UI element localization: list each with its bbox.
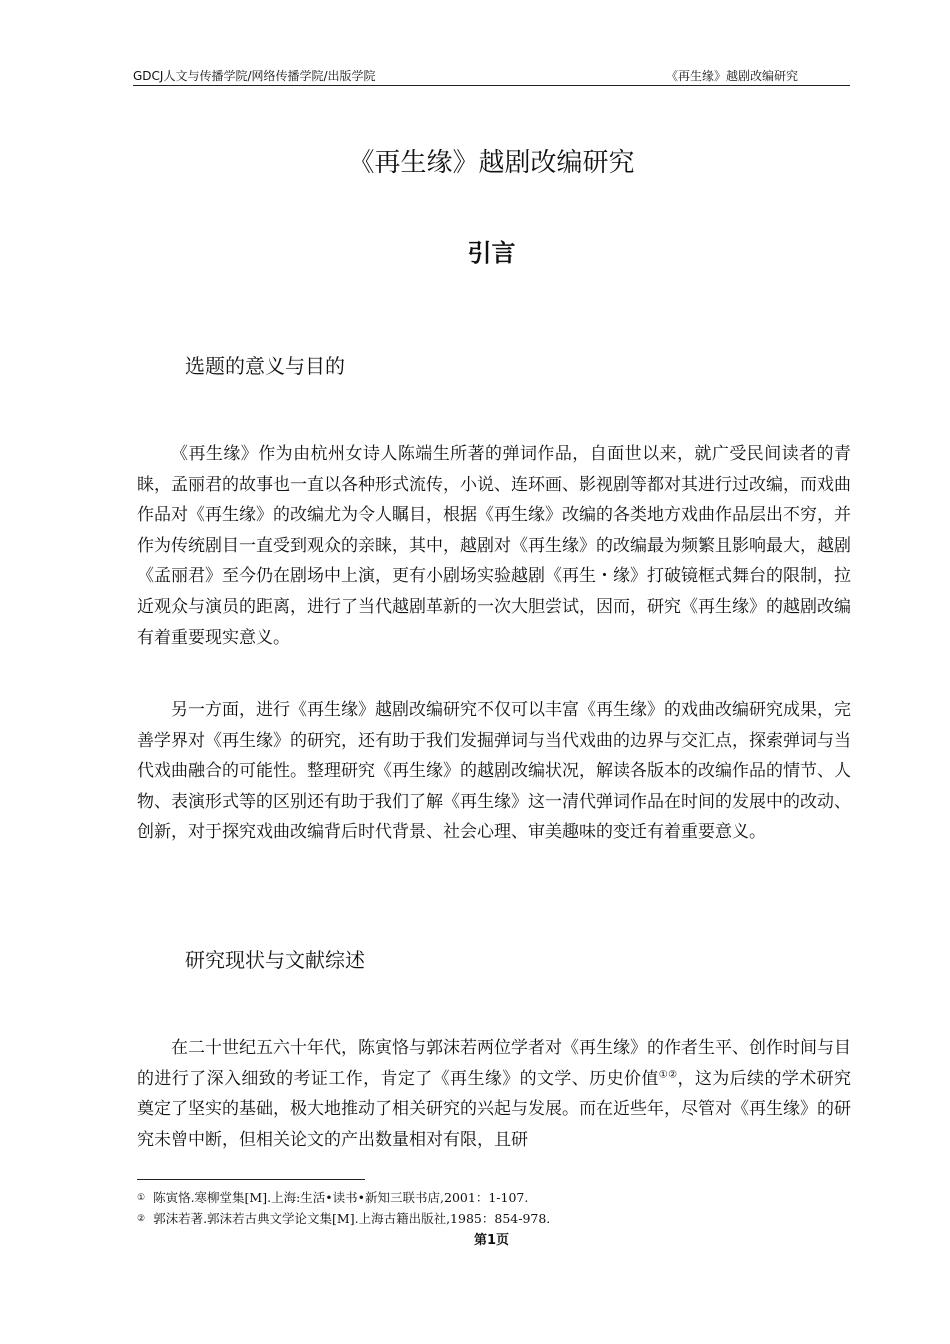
page-header bbox=[133, 68, 850, 86]
paragraph-text-end: ，这为后续的学术研究奠定了坚实的基础，极大地推动了相关研究的兴起与发展。而在近些年，尽管对《再生缘》的研究未曾中断，但相关论文的产出数量相对有限，且研 bbox=[137, 1068, 852, 1150]
header-running-title: 《再生缘》越剧改编研究 bbox=[665, 69, 798, 83]
page-number: 第1页 bbox=[473, 1233, 510, 1248]
footnote-1-mark: ① bbox=[137, 1193, 146, 1203]
section-heading-significance: 选题的意义与目的 bbox=[185, 354, 345, 378]
paragraph-text-start: 在二十世纪五六十年代，陈寅恪与郭沫若两位学者对《再生缘》的作者生平、创作时间与目的进行了深入细致的考证工作，肯定了《再生缘》的文学、历史价值 bbox=[137, 1038, 851, 1089]
footnote-2 bbox=[137, 1210, 850, 1228]
footnote-1-text: 陈寅恪.寒柳堂集[M].上海:生活•读书•新知三联书店,2001：1-107. bbox=[153, 1190, 529, 1205]
paragraph-significance-2: 另一方面，进行《再生缘》越剧改编研究不仅可以丰富《再生缘》的戏曲改编研究成果，完善学界对《再生缘》的研究，还有助于我们发掘弹词与当代戏曲的边界与交汇点，探索弹词与当代戏曲融合的可能性。整理研究《再生缘》的越剧改编状况，解读各版本的改编作品的情节、人物、表演形式等的区别还有助于我们了解《再生缘》这一清代弹词作品在时间的发展中的改动、创新，对于探究戏曲改编背后时代背景、社会心理、审美趣味的变迁有着重要意义。 bbox=[137, 700, 851, 843]
section-heading-literature-review: 研究现状与文献综述 bbox=[185, 948, 365, 972]
paragraph-literature-review bbox=[137, 1033, 851, 1155]
footnote-2-mark: ② bbox=[137, 1214, 146, 1224]
footnote-2-text: 郭沫若著.郭沫若古典文学论文集[M].上海古籍出版社,1985：854-978. bbox=[153, 1211, 551, 1226]
footnote-separator bbox=[137, 1179, 365, 1180]
document-title: 《再生缘》越剧改编研究 bbox=[348, 148, 635, 178]
footnote-reference[interactable]: ①② bbox=[658, 1068, 678, 1080]
chapter-title: 引言 bbox=[467, 239, 516, 267]
header-institution: GDCJ人文与传播学院/网络传播学院/出版学院 bbox=[133, 69, 376, 83]
footnote-1 bbox=[137, 1189, 850, 1207]
paragraph-significance-1: 《再生缘》作为由杭州女诗人陈端生所著的弹词作品，自面世以来，就广受民间读者的青睐，孟丽君的故事也一直以各种形式流传，小说、连环画、影视剧等都对其进行过改编，而戏曲作品对《再生缘》的改编尤为令人瞩目，根据《再生缘》改编的各类地方戏曲作品层出不穷，并作为传统剧目一直受到观众的亲睐，其中，越剧对《再生缘》的改编最为频繁且影响最大，越剧《孟丽君》至今仍在剧场中上演，更有小剧场实验越剧《再生・缘》打破镜框式舞台的限制，拉近观众与演员的距离，进行了当代越剧革新的一次大胆尝试，因而，研究《再生缘》的越剧改编有着重要现实意义。 bbox=[137, 444, 851, 648]
